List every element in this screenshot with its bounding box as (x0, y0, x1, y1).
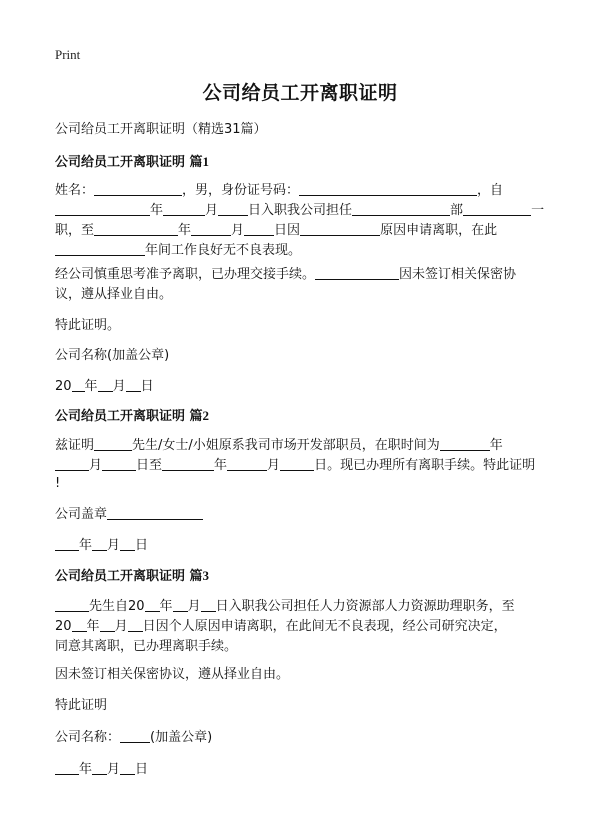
section3-line5: 特此证明 (55, 698, 108, 713)
text: 日因 (274, 223, 301, 238)
subtitle: 公司给员工开离职证明（精选31篇） (55, 122, 267, 137)
section1-line5 (55, 265, 555, 285)
fill-blank (315, 265, 399, 280)
text: 月 (231, 223, 245, 238)
section2-seal (55, 505, 555, 525)
text: ，自 (477, 183, 504, 198)
fill-blank (98, 377, 113, 392)
fill-blank (94, 221, 178, 236)
text: 月 (205, 203, 219, 218)
section-heading-text: 公司给员工开离职证明 篇 (55, 155, 203, 170)
fill-blank (102, 456, 136, 471)
section1-line2 (55, 201, 555, 221)
section-heading-number: 1 (202, 154, 210, 169)
fill-blank (55, 536, 79, 551)
text: 职，至 (55, 223, 95, 238)
text: 公司盖章 (55, 507, 108, 522)
section1-line3 (55, 221, 555, 241)
fill-blank (72, 377, 85, 392)
section1-line6: 议，遵从择业自由。 (55, 287, 173, 302)
section1-line8: 公司名称(加盖公章) (55, 348, 170, 363)
section2-line3: ! (55, 476, 61, 491)
text: 日 (140, 379, 154, 394)
section-heading-1 (55, 152, 555, 173)
text: 月 (107, 762, 121, 777)
fill-blank (120, 536, 135, 551)
fill-blank (300, 221, 380, 236)
fill-blank (55, 201, 150, 216)
fill-blank (92, 760, 107, 775)
section2-date (55, 536, 555, 556)
text: 日 (135, 762, 149, 777)
fill-blank (280, 456, 314, 471)
text: 部 (450, 203, 464, 218)
text: 月 (114, 619, 128, 634)
section3-date (55, 760, 555, 780)
fill-blank (352, 201, 450, 216)
fill-blank (94, 181, 182, 196)
fill-blank (145, 597, 160, 612)
text: 年 (150, 203, 164, 218)
fill-blank (55, 760, 79, 775)
text: 姓名： (55, 183, 95, 198)
section-heading-2 (55, 406, 555, 427)
fill-blank (55, 597, 89, 612)
page-title: 公司给员工开离职证明 (202, 82, 398, 104)
section3-line2 (55, 617, 555, 637)
text: 年 (86, 619, 100, 634)
text: 月 (89, 458, 103, 473)
section2-line2 (55, 456, 555, 476)
fill-blank (107, 505, 203, 520)
fill-blank (244, 221, 274, 236)
fill-blank (126, 377, 141, 392)
fill-blank (463, 201, 531, 216)
text: 兹证明 (55, 438, 95, 453)
text: 因未签订相关保密协 (399, 267, 517, 282)
text: 20 (55, 379, 72, 394)
section-heading-number: 2 (202, 408, 210, 423)
text: 月 (107, 538, 121, 553)
text: 日因个人原因申请离职，在此间无不良表现，经公司研究决定， (142, 619, 507, 634)
fill-blank (92, 536, 107, 551)
text: 日 (135, 538, 149, 553)
fill-blank (218, 201, 248, 216)
text: 年 (159, 599, 173, 614)
text: 原因申请离职，在此 (380, 223, 498, 238)
text: 经公司慎重思考准予离职，已办理交接手续。 (55, 267, 316, 282)
fill-blank (227, 456, 267, 471)
text: 年 (489, 438, 503, 453)
text: 月 (267, 458, 281, 473)
fill-blank (162, 456, 214, 471)
fill-blank (72, 617, 87, 632)
fill-blank (173, 597, 188, 612)
fill-blank (120, 760, 135, 775)
section1-line4 (55, 241, 555, 261)
text: 先生/女士/小姐原系我司市场开发部职员，在职时间为 (132, 438, 440, 453)
text: 一 (531, 203, 545, 218)
section3-line4: 因未签订相关保密协议，遵从择业自由。 (55, 667, 290, 682)
text: 年 (214, 458, 228, 473)
text: 先生自20 (89, 599, 145, 614)
section2-line1 (55, 436, 555, 456)
fill-blank (100, 617, 115, 632)
fill-blank (55, 241, 145, 256)
text: ，男，身份证号码： (182, 183, 300, 198)
text: 20 (55, 619, 72, 634)
text: 月 (112, 379, 126, 394)
text: 年间工作良好无不良表现。 (145, 243, 302, 258)
fill-blank (94, 436, 132, 451)
section3-company (55, 728, 555, 748)
text: 年 (79, 538, 93, 553)
text: 年 (178, 223, 192, 238)
fill-blank (440, 436, 490, 451)
section3-line3: 同意其离职，已办理离职手续。 (55, 639, 238, 654)
text: 日。现已办理所有离职手续。特此证明 (314, 458, 536, 473)
section-heading-text: 公司给员工开离职证明 篇 (55, 409, 203, 424)
section1-line1 (55, 181, 555, 201)
text: 日入职我公司担任人力资源部人力资源助理职务，至 (215, 599, 515, 614)
text: (加盖公章) (150, 730, 213, 745)
fill-blank (191, 221, 231, 236)
fill-blank (299, 181, 477, 196)
text: 日至 (136, 458, 163, 473)
section-heading-number: 3 (202, 568, 210, 583)
text: 公司名称： (55, 730, 121, 745)
text: 年 (84, 379, 98, 394)
print-link[interactable]: Print (55, 47, 81, 62)
section1-line7: 特此证明。 (55, 318, 121, 333)
fill-blank (128, 617, 143, 632)
section-heading-text: 公司给员工开离职证明 篇 (55, 569, 203, 584)
section1-date (55, 377, 555, 397)
text: 月 (187, 599, 201, 614)
fill-blank (163, 201, 205, 216)
fill-blank (55, 456, 89, 471)
section-heading-3 (55, 566, 555, 587)
text: 年 (79, 762, 93, 777)
section3-line1 (55, 597, 555, 617)
fill-blank (201, 597, 216, 612)
text: 日入职我公司担任 (248, 203, 353, 218)
fill-blank (120, 728, 150, 743)
